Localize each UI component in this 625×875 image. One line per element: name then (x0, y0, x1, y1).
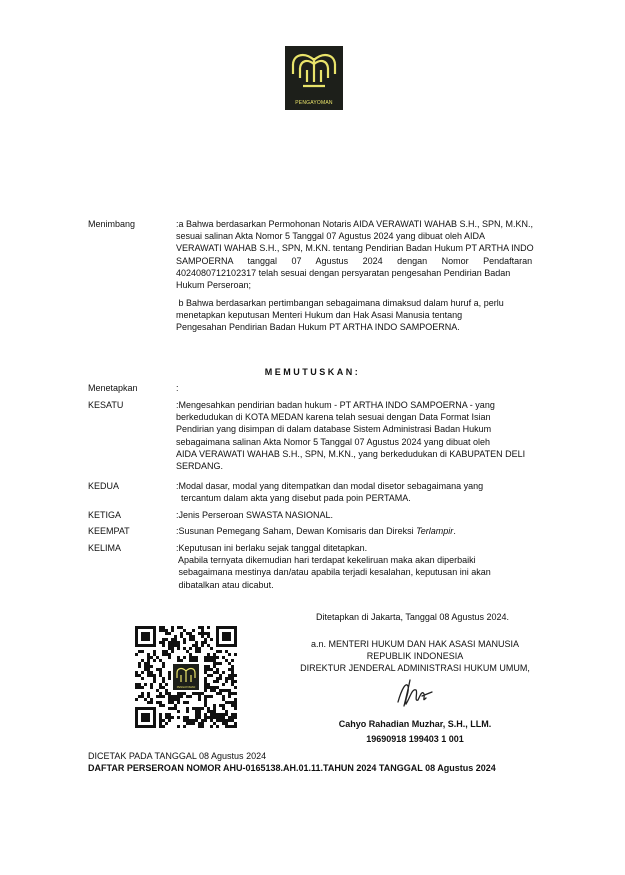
kesatu-label: KESATU (88, 400, 124, 410)
qr-code-icon (135, 626, 237, 728)
signatory-line2: REPUBLIK INDONESIA (366, 651, 464, 661)
text-line: tercantum dalam akta yang disebut pada poin PERTAMA. (176, 493, 411, 504)
text-line: :Modal dasar, modal yang ditempatkan dan modal disetor sebagaimana yang (176, 481, 484, 491)
text-line: Apabila ternyata dikemudian hari terdapat kekeliruan maka akan diperbaiki (176, 555, 476, 566)
signatory-nip: 19690918 199403 1 001 (366, 734, 464, 744)
text-line: Pengesahan Pendirian Badan Hukum PT ARTHA INDO SAMPOERNA. (176, 322, 460, 333)
text-line: sesuai salinan Akta Nomor 5 Tanggal 07 Agustus 2024 yang dibuat oleh AIDA (176, 231, 486, 242)
signatory-name: Cahyo Rahadian Muzhar, S.H., LLM. (338, 719, 492, 729)
text-line: dibatalkan atau dicabut. (176, 579, 274, 590)
registry-number: DAFTAR PERSEROAN NOMOR AHU-0165138.AH.01.11.TAHUN 2024 TANGGAL 08 Agustus 2024 (88, 763, 496, 773)
printed-date: DICETAK PADA TANGGAL 08 Agustus 2024 (88, 751, 267, 761)
text-line: 4024080712102317 telah sesuai dengan persyaratan pengesahan Pendirian Badan (176, 267, 511, 278)
signatory-line1: a.n. MENTERI HUKUM DAN HAK ASASI MANUSIA (310, 639, 520, 649)
text-line: sebagaimana salinan Akta Nomor 5 Tanggal 07 Agustus 2024 yang dibuat oleh (176, 436, 491, 447)
qr-center-caption: PENGAYOMAN (176, 686, 196, 689)
menimbang-label: Menimbang (88, 219, 136, 229)
menimbang-b (176, 297, 546, 334)
keempat-italic: Terlampir (416, 526, 454, 536)
keempat-text (176, 525, 456, 537)
text-line: :Keputusan ini berlaku sejak tanggal ditetapkan. (176, 543, 368, 553)
text-line: VERAWATI WAHAB S.H., SPN, M.KN. tentang Pendirian Badan Hukum PT ARTHA INDO (176, 243, 534, 254)
ketiga-label: KETIGA (88, 510, 122, 520)
kelima-text (176, 542, 546, 591)
text-line: Pendirian yang disimpan di dalam database Sistem Administrasi Badan Hukum (176, 424, 492, 435)
text-line: berkedudukan di KOTA MEDAN karena telah sesuai dengan Data Format Isian (176, 412, 491, 423)
text-line: AIDA VERAWATI WAHAB S.H., SPN, M.KN., yang berkedudukan di KABUPATEN DELI (176, 448, 526, 459)
ditetapkan-text: Ditetapkan di Jakarta, Tanggal 08 Agustus 2024. (316, 612, 509, 622)
text-line: SAMPOERNA tanggal 07 Agustus 2024 dengan Nomor Pendaftaran (176, 255, 533, 266)
kelima-label: KELIMA (88, 543, 122, 553)
memutuskan-heading: MEMUTUSKAN: (264, 367, 361, 377)
text-line: :Mengesahkan pendirian badan hukum - PT ARTHA INDO SAMPOERNA - yang (176, 400, 495, 410)
ketiga-text: :Jenis Perseroan SWASTA NASIONAL. (176, 510, 334, 520)
signature-icon (392, 676, 436, 710)
keempat-end: . (453, 526, 456, 536)
kesatu-text (176, 399, 546, 472)
text-line: b Bahwa berdasarkan pertimbangan sebagaimana dimaksud dalam huruf a, perlu (176, 298, 504, 308)
text-line: :a Bahwa berdasarkan Permohonan Notaris AIDA VERAWATI WAHAB S.H., SPN, M.KN., (176, 219, 533, 229)
pengayoman-logo (285, 46, 343, 110)
pengayoman-emblem-icon (285, 46, 343, 98)
text-line: sebagaimana mestinya dan/atau apabila terjadi kesalahan, keputusan ini akan (176, 567, 491, 578)
qr-code (135, 626, 237, 728)
menetapkan-value: : (176, 383, 179, 393)
keempat-main: :Susunan Pemegang Saham, Dewan Komisaris dan Direksi (176, 526, 417, 536)
text-line: Hukum Perseroan; (176, 280, 252, 291)
kedua-label: KEDUA (88, 481, 120, 491)
signatory-line3: DIREKTUR JENDERAL ADMINISTRASI HUKUM UMUM, (300, 663, 530, 673)
logo-caption: PENGAYOMAN (295, 100, 333, 106)
kedua-text (176, 480, 546, 504)
text-line: menetapkan keputusan Menteri Hukum dan Hak Asasi Manusia tentang (176, 310, 463, 321)
menimbang-a (176, 218, 546, 291)
keempat-label: KEEMPAT (88, 526, 130, 536)
menetapkan-label: Menetapkan (88, 383, 138, 393)
text-line: SERDANG. (176, 461, 224, 472)
